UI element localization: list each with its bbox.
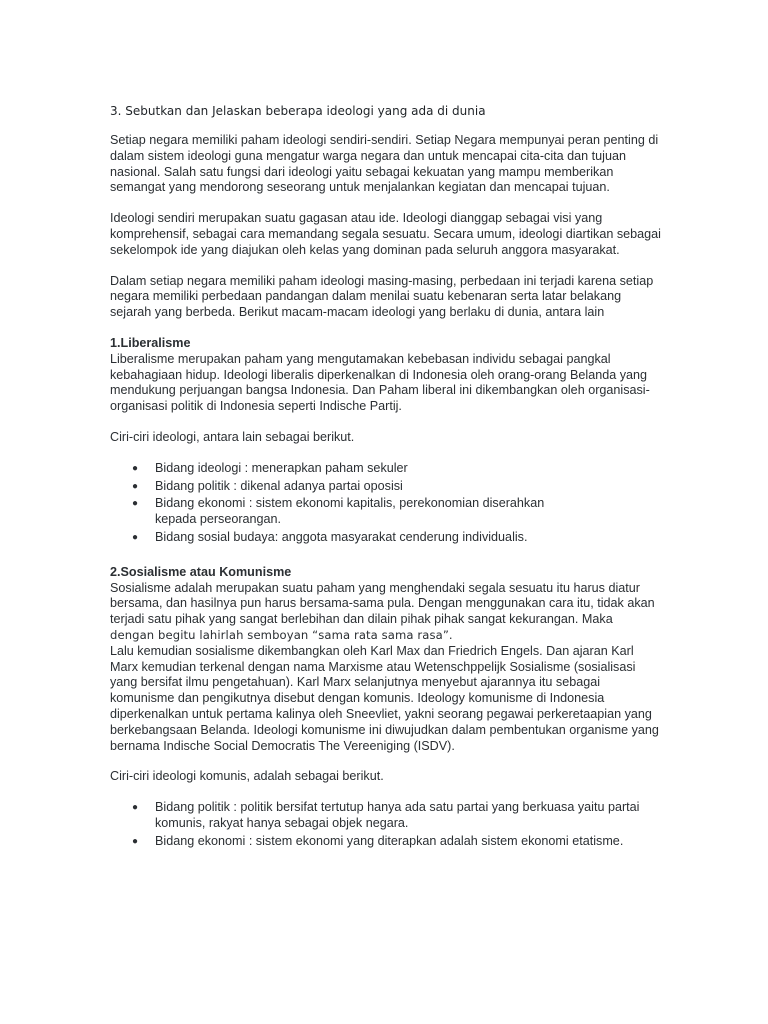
bullet-icon: ● — [132, 531, 139, 543]
sosialisme-semboyan: dengan begitu lahirlah semboyan “sama rata sama rasa”. — [110, 627, 453, 642]
list-item — [110, 834, 665, 850]
bullet-icon: ● — [132, 480, 139, 492]
liberalisme-body: Liberalisme merupakan paham yang mengutamakan kebebasan individu sebagai pangkal kebahagiaan hidup. Ideologi liberalis diperkenalkan di Indonesia oleh orang-orang Belanda yang mendukung perjuangan bangsa Indonesia. Dan Paham liberal ini dikembangkan oleh organisasi-organisasi politik di Indonesia seperti Indische Partij. — [110, 351, 650, 414]
list-item — [110, 479, 665, 495]
section-title: 3. Sebutkan dan Jelaskan beberapa ideologi yang ada di dunia — [110, 104, 486, 118]
list-item-text: Bidang ideologi : menerapkan paham sekuler — [155, 460, 408, 475]
sosialisme-body-1: Sosialisme adalah merupakan suatu paham yang menghendaki segala sesuatu itu harus diatur bersama, dan hasilnya pun harus bersama-sama pula. Dengan menggunakan cara itu, tidak akan terjadi satu pihak yang sangat berlebihan dan dilain pihak pihak sangat kekurangan. Maka — [110, 580, 655, 627]
list-item-text: Bidang sosial budaya: anggota masyarakat cenderung individualis. — [155, 529, 528, 544]
sosialisme-ciri-intro: Ciri-ciri ideologi komunis, adalah sebagai berikut. — [110, 769, 384, 784]
sosialisme-heading: 2.Sosialisme atau Komunisme — [110, 564, 292, 579]
document-content — [110, 103, 665, 865]
intro-paragraph-2: Ideologi sendiri merupakan suatu gagasan atau ide. Ideologi dianggap sebagai visi yang komprehensif, sebagai cara memandang segala sesuatu. Secara umum, ideologi diartikan sebagai sekelompok ide yang diajukan oleh kelas yang dominan pada seluruh anggora masyarakat. — [110, 211, 661, 257]
list-item — [110, 530, 665, 546]
bullet-icon: ● — [132, 802, 139, 814]
list-item-text: Bidang politik : dikenal adanya partai oposisi — [155, 478, 403, 493]
liberalisme-heading: 1.Liberalisme — [110, 335, 191, 350]
bullet-icon: ● — [132, 498, 139, 510]
sosialisme-body — [110, 581, 665, 755]
bullet-icon: ● — [132, 462, 139, 474]
list-item-text: Bidang politik : politik bersifat tertutup hanya ada satu partai yang berkuasa yaitu partai komunis, rakyat hanya sebagai objek negara. — [155, 800, 640, 830]
list-item-text: Bidang ekonomi : sistem ekonomi yang diterapkan adalah sistem ekonomi etatisme. — [155, 833, 624, 848]
intro-paragraph-1: Setiap negara memiliki paham ideologi sendiri-sendiri. Setiap Negara mempunyai peran penting di dalam sistem ideologi guna mengatur warga negara dan untuk mencapai cita-cita dan tujuan nasional. Salah satu fungsi dari ideologi yaitu sebagai kekuatan yang mampu memberikan semangat yang mendorong seseorang untuk menjalankan kegiatan dan mencapai tujuan. — [110, 133, 659, 195]
list-item-text: Bidang ekonomi : sistem ekonomi kapitalis, perekonomian diserahkan kepada perseorangan. — [155, 496, 545, 527]
liberalisme-ciri-intro: Ciri-ciri ideologi, antara lain sebagai berikut. — [110, 429, 355, 444]
sosialisme-body-2: Lalu kemudian sosialisme dikembangkan oleh Karl Max dan Friedrich Engels. Dan ajaran Karl Marx kemudian terkenal dengan nama Marxisme atau Wetenschppelijk Sosialisme (sosialisasi yang bersifat ilmu pengetahuan). Karl Marx selanjutnya menyebut ajarannya itu sebagai komunisme dan pengikutnya disebut dengan komunis. Ideology komunisme di Indonesia diperkenalkan untuk pertama kalinya oleh Sneevliet, yakni seorang pegawai perkeretaapian yang berkebangsaan Belanda. Ideologi komunisme ini diwujudkan dalam pembentukan organisme yang bernama Indische Social Democratis The Vereeniging (ISDV). — [110, 643, 659, 753]
list-item — [110, 461, 665, 477]
intro-paragraph-3: Dalam setiap negara memiliki paham ideologi masing-masing, perbedaan ini terjadi karena setiap negara memiliki perbedaan pandangan dalam menilai suatu kebenaran serta latar belakang sejarah yang berbeda. Berikut macam-macam ideologi yang berlaku di dunia, antara lain — [110, 273, 654, 320]
bullet-icon: ● — [132, 835, 139, 847]
list-item — [110, 800, 665, 832]
list-item — [110, 496, 665, 528]
sosialisme-ciri-list — [110, 800, 665, 849]
liberalisme-ciri-list — [110, 461, 665, 546]
